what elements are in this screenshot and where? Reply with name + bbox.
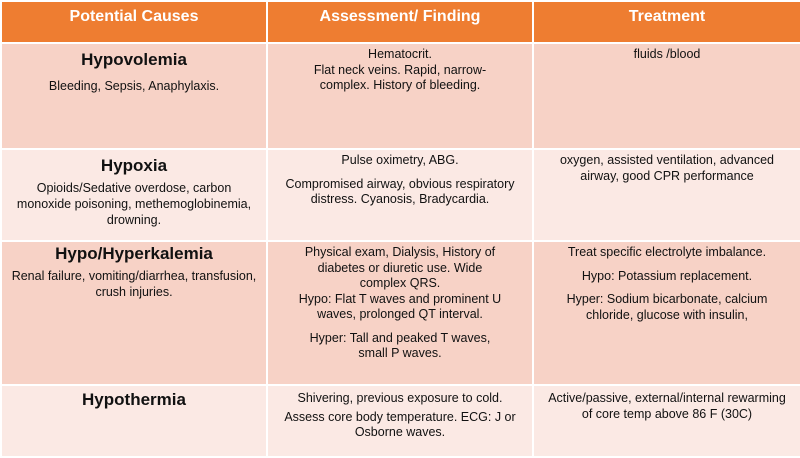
- cause-name: Hypothermia: [82, 390, 186, 409]
- treatment-text: oxygen, assisted ventilation, advanced airway, good CPR performance: [559, 153, 775, 183]
- treatment-cell: [533, 241, 800, 385]
- cause-examples: Bleeding, Sepsis, Anaphylaxis.: [48, 79, 220, 93]
- assessment-cell: [267, 43, 533, 149]
- cause-examples: Opioids/Sedative overdose, carbon monoxide poisoning, methemoglobinemia, drowning.: [16, 181, 252, 227]
- treatment-text: Hypo: Potassium replacement.: [581, 268, 753, 283]
- assessment-text: Hematocrit.: [368, 47, 432, 61]
- table-row: [1, 241, 800, 385]
- treatment-text: Treat specific electrolyte imbalance.: [567, 245, 767, 259]
- assessment-cell: [267, 385, 533, 457]
- cause-examples: Renal failure, vomiting/diarrhea, transfusion, crush injuries.: [11, 269, 257, 299]
- treatment-text: Hyper: Sodium bicarbonate, calcium chloride, glucose with insulin,: [566, 292, 768, 322]
- treatment-cell: [533, 149, 800, 241]
- assessment-cell: [267, 149, 533, 241]
- assessment-text: Shivering, previous exposure to cold.: [297, 391, 503, 405]
- cause-cell: [1, 149, 267, 241]
- cause-name: Hypo/Hyperkalemia: [55, 244, 213, 263]
- table-row: [1, 385, 800, 457]
- table-row: [1, 149, 800, 241]
- assessment-text: Hypo: Flat T waves and prominent U waves, prolonged QT interval.: [298, 291, 502, 321]
- treatment-text: fluids /blood: [633, 47, 701, 61]
- assessment-text: Physical exam, Dialysis, History of diabetes or diuretic use. Wide complex QRS.: [304, 245, 496, 290]
- assessment-text: Assess core body temperature. ECG: J or Osborne waves.: [284, 409, 516, 439]
- treatment-cell: [533, 385, 800, 457]
- treatment-text: Active/passive, external/internal rewarming of core temp above 86 F (30C): [548, 391, 786, 421]
- cause-cell: [1, 385, 267, 457]
- assessment-text: Pulse oximetry, ABG.: [341, 153, 459, 167]
- assessment-text: Hyper: Tall and peaked T waves, small P waves.: [309, 330, 491, 360]
- table-row: [1, 43, 800, 149]
- header-assessment: Assessment/ Finding: [267, 1, 533, 43]
- cause-name: Hypoxia: [100, 156, 168, 175]
- header-row: [1, 1, 800, 43]
- treatment-cell: [533, 43, 800, 149]
- cause-cell: [1, 241, 267, 385]
- header-causes: Potential Causes: [1, 1, 267, 43]
- assessment-text: Flat neck veins. Rapid, narrow-complex. History of bleeding.: [313, 62, 487, 92]
- cause-name: Hypovolemia: [81, 50, 187, 69]
- cause-cell: [1, 43, 267, 149]
- assessment-cell: [267, 241, 533, 385]
- header-treatment: Treatment: [533, 1, 800, 43]
- assessment-text: Compromised airway, obvious respiratory distress. Cyanosis, Bradycardia.: [285, 176, 515, 206]
